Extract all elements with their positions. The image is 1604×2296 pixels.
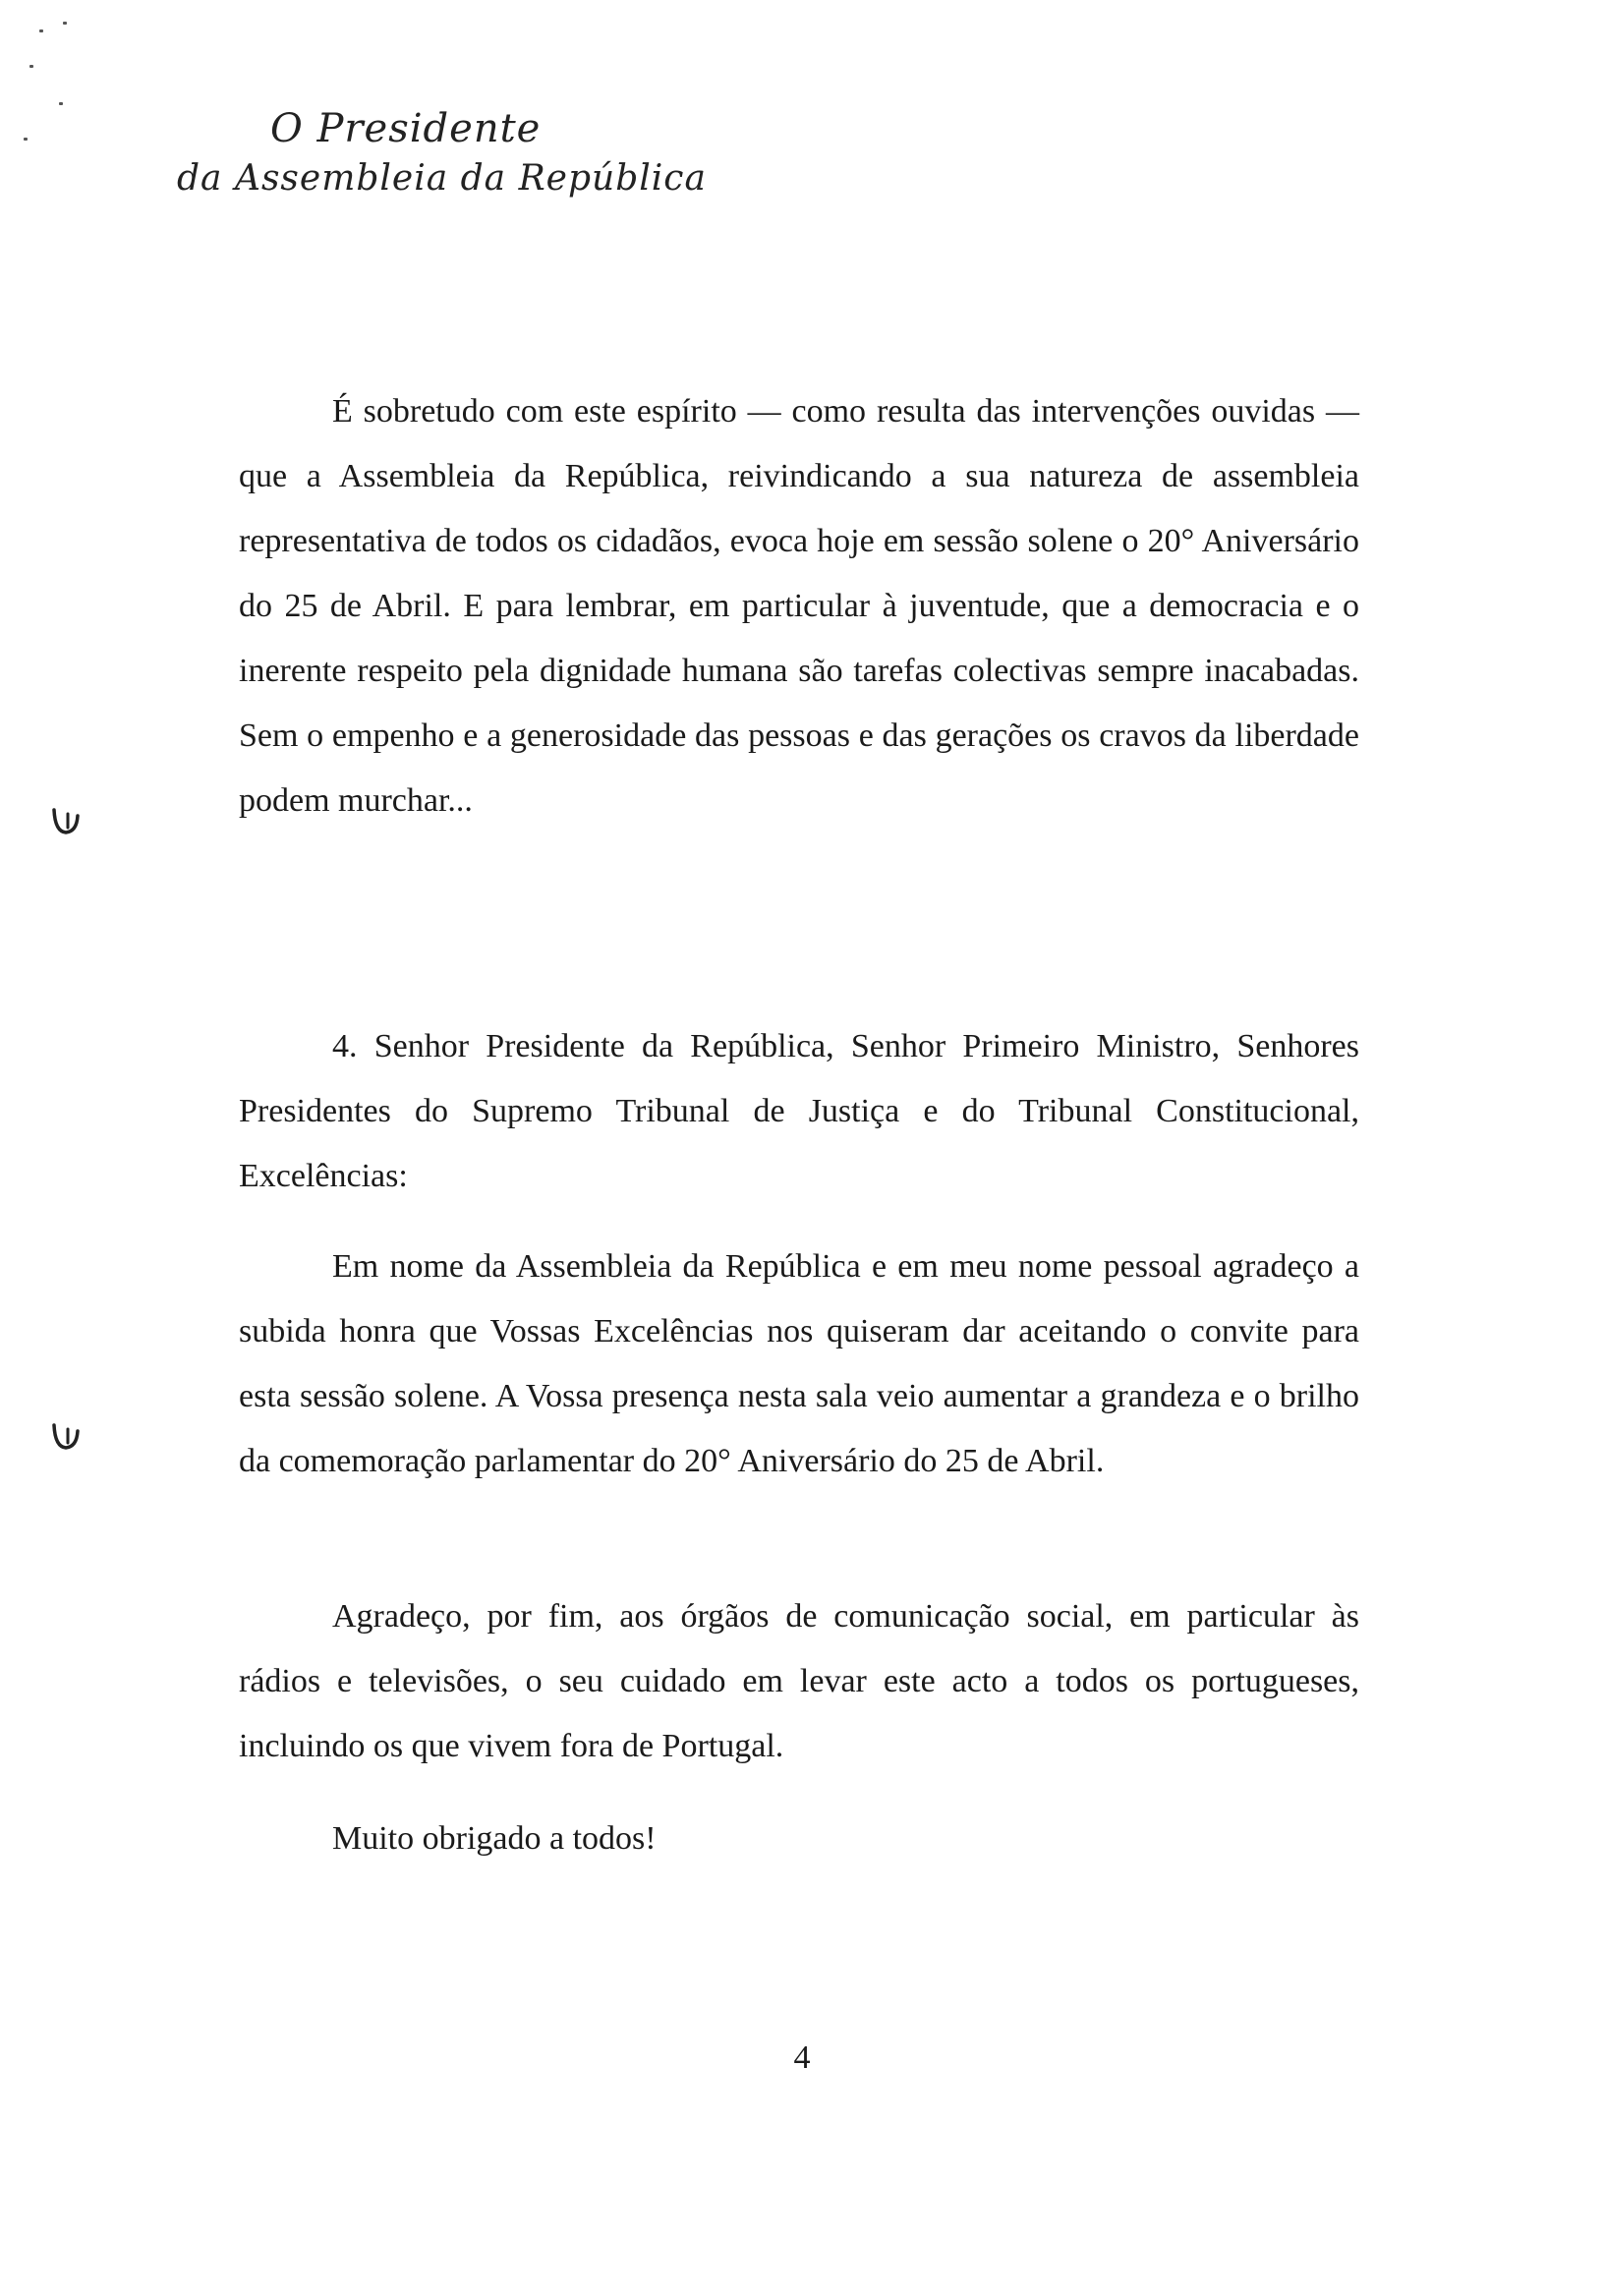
paragraph-text: Muito obrigado a todos! <box>332 1820 657 1857</box>
paragraph-text: É sobretudo com este espírito — como resulta das intervenções ouvidas — que a Assembleia da República, reivindicando a sua natureza de assembleia representativa de todos os cidadãos, evoca hoje em sessão solene o 20° Aniversário do 25 de Abril. E para lembrar, em particular à juventude, que a democracia e o inerente respeito pela dignidade humana são tarefas colectivas sempre inacabadas. Sem o empenho e a generosidade das pessoas e das gerações os cravos da liberdade podem murchar... <box>239 393 1359 819</box>
page-number: 4 <box>793 2039 811 2076</box>
punch-hole-mark <box>51 808 81 835</box>
letterhead-title: O Presidente <box>270 106 542 151</box>
paragraph <box>239 379 1359 833</box>
paragraph-text: Agradeço, por fim, aos órgãos de comunicação social, em particular às rádios e televisões, o seu cuidado em levar este acto a todos os portugueses, incluindo os que vivem fora de Portugal. <box>239 1598 1359 1764</box>
paragraph <box>239 1807 1359 1871</box>
paragraph-text: Em nome da Assembleia da República e em meu nome pessoal agradeço a subida honra que Vossas Excelências nos quiseram dar aceitando o convite para esta sessão solene. A Vossa presença nesta sala veio aumentar a grandeza e o brilho da comemoração parlamentar do 20° Aniversário do 25 de Abril. <box>239 1248 1359 1479</box>
punch-hole-mark <box>51 1423 81 1451</box>
scan-speck <box>63 22 67 25</box>
paragraph <box>239 1014 1359 1209</box>
scan-speck <box>24 138 28 141</box>
paragraph-text: 4. Senhor Presidente da República, Senhor Primeiro Ministro, Senhores Presidentes do Supremo Tribunal de Justiça e do Tribunal Constitucional, Excelências: <box>239 1028 1359 1194</box>
scan-speck <box>39 29 43 32</box>
letterhead-institution: da Assembleia da República <box>177 158 707 199</box>
paragraph <box>239 1584 1359 1779</box>
scan-speck <box>59 102 63 105</box>
paragraph <box>239 1234 1359 1494</box>
letterhead <box>177 103 707 203</box>
scan-speck <box>29 65 33 68</box>
